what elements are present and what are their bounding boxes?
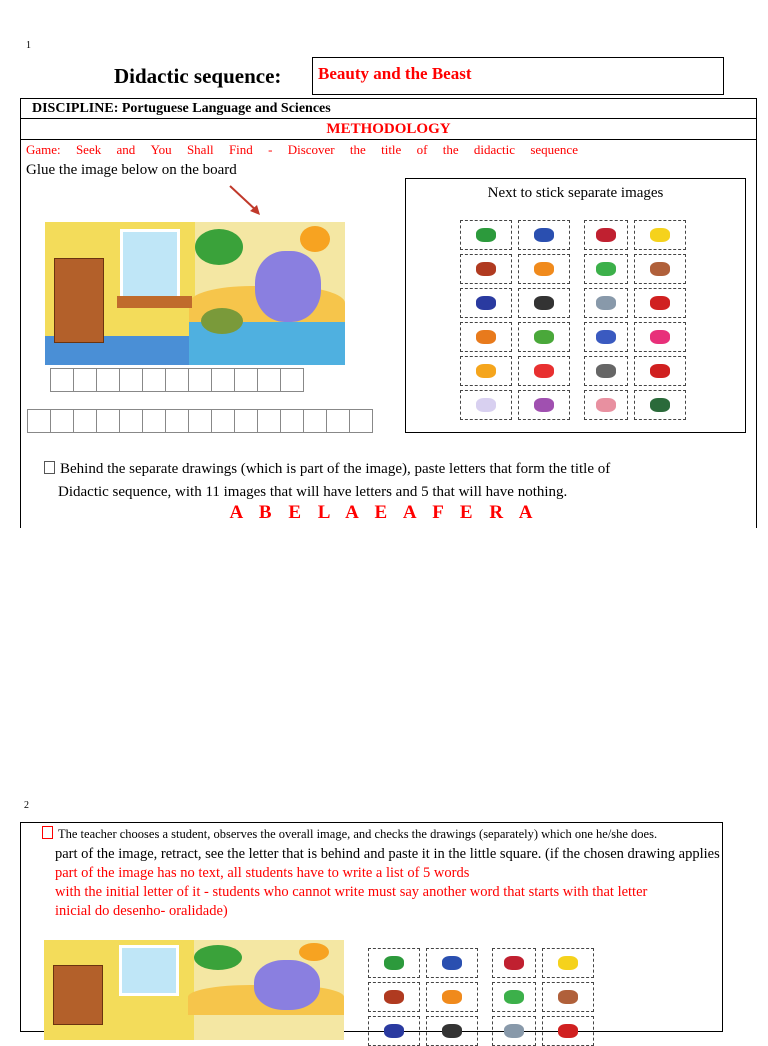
game-word: and	[116, 142, 136, 157]
letter-box[interactable]	[349, 409, 373, 433]
image-tile	[542, 1016, 594, 1046]
game-word: Seek	[75, 142, 102, 157]
ball-icon	[476, 228, 496, 242]
window-drawing	[120, 229, 180, 299]
image-tile	[634, 322, 686, 352]
game-word: the	[349, 142, 366, 157]
instruction	[44, 458, 610, 504]
game-word: Discover	[287, 142, 335, 157]
shelf-drawing	[54, 258, 104, 343]
page-heading: Didactic sequence:	[114, 64, 282, 88]
image-tile	[518, 356, 570, 386]
sun-drawing	[300, 226, 330, 252]
ball-icon	[384, 956, 404, 970]
page2-text	[55, 845, 720, 921]
turtle-drawing	[201, 308, 243, 334]
image-tile	[584, 390, 628, 420]
game-description	[26, 142, 578, 158]
bullet-icon	[44, 461, 55, 474]
bug-icon	[476, 262, 496, 276]
letter-box[interactable]	[257, 368, 281, 392]
tile-grid-2	[368, 948, 594, 1046]
image-tile	[368, 982, 420, 1012]
page2-line-5: inicial do desenho- oralidade)	[55, 903, 228, 919]
bird-icon	[384, 1024, 404, 1038]
letter-box[interactable]	[73, 409, 97, 433]
image-tile	[460, 356, 512, 386]
image-tile	[542, 948, 594, 978]
letter-box[interactable]	[280, 368, 304, 392]
letter-box[interactable]	[280, 409, 304, 433]
image-tile	[426, 1016, 478, 1046]
image-tile	[634, 254, 686, 284]
stool-icon	[558, 990, 578, 1004]
image-tile	[518, 220, 570, 250]
scene-illustration-2	[44, 940, 344, 1040]
letter-box[interactable]	[27, 409, 51, 433]
letter-box[interactable]	[50, 368, 74, 392]
page2-line-3: part of the image has no text, all students have to write a list of 5 words	[55, 865, 470, 881]
image-tile	[368, 1016, 420, 1046]
letter-box[interactable]	[50, 409, 74, 433]
game-word: Shall	[186, 142, 214, 157]
scorpion-icon	[534, 296, 554, 310]
letter-box[interactable]	[96, 409, 120, 433]
tile-grid	[460, 220, 686, 420]
game-word: You	[150, 142, 172, 157]
chameleon-icon	[504, 990, 524, 1004]
image-tile	[634, 390, 686, 420]
bullet-icon	[42, 826, 53, 839]
game-word: title	[381, 142, 402, 157]
letter-box[interactable]	[211, 409, 235, 433]
table-drawing	[117, 296, 192, 307]
dice-icon	[650, 228, 670, 242]
letter-box[interactable]	[119, 368, 143, 392]
star-flower-icon	[534, 364, 554, 378]
letter-box[interactable]	[211, 368, 235, 392]
fish-icon	[442, 990, 462, 1004]
picture-icon	[650, 398, 670, 412]
letter-box[interactable]	[234, 368, 258, 392]
cap-icon	[442, 956, 462, 970]
starfish-icon	[534, 398, 554, 412]
image-tile	[518, 254, 570, 284]
elephant-drawing	[255, 251, 321, 323]
image-tile	[368, 948, 420, 978]
page-number-2: 2	[24, 800, 29, 811]
answer-boxes-row-1	[50, 368, 303, 392]
phone-icon	[558, 1024, 578, 1038]
top-icon	[596, 330, 616, 344]
letter-box[interactable]	[142, 409, 166, 433]
game-word: Find	[228, 142, 253, 157]
car-icon	[596, 228, 616, 242]
answer-boxes-row-2	[27, 409, 372, 433]
image-tile	[460, 288, 512, 318]
image-tile	[584, 322, 628, 352]
page2-line-4: with the initial letter of it - students who cannot write must say another word that starts with that letter	[55, 884, 648, 900]
image-tile	[634, 288, 686, 318]
image-tile	[518, 322, 570, 352]
methodology-row: METHODOLOGY	[20, 119, 757, 140]
letter-box[interactable]	[303, 409, 327, 433]
image-tile	[584, 288, 628, 318]
instruction-line-1: Behind the separate drawings (which is part of the image), paste letters that form the title of	[60, 461, 611, 477]
book-icon	[504, 1024, 524, 1038]
image-tile	[584, 356, 628, 386]
cloud-icon	[476, 398, 496, 412]
lion-icon	[476, 330, 496, 344]
image-tile	[426, 982, 478, 1012]
doll-icon	[596, 398, 616, 412]
stool-icon	[650, 262, 670, 276]
phone-icon	[650, 296, 670, 310]
game-word: of	[416, 142, 428, 157]
image-tile	[460, 220, 512, 250]
palm-tree-drawing	[195, 229, 243, 265]
scorpion-icon	[442, 1024, 462, 1038]
game-word: Game:	[26, 142, 61, 157]
image-tile	[492, 1016, 536, 1046]
fish-icon	[534, 262, 554, 276]
dice-icon	[558, 956, 578, 970]
image-tile	[542, 982, 594, 1012]
bird-icon	[476, 296, 496, 310]
page2-line-1	[42, 825, 657, 843]
image-tile	[426, 948, 478, 978]
game-word: sequence	[530, 142, 578, 157]
bug-icon	[384, 990, 404, 1004]
chameleon-icon	[596, 262, 616, 276]
letter-box[interactable]	[165, 368, 189, 392]
dog-icon	[596, 364, 616, 378]
game-word: didactic	[473, 142, 516, 157]
title-letters: A B E L A E A F E R A	[229, 502, 539, 523]
image-tile	[518, 390, 570, 420]
image-tile	[634, 220, 686, 250]
scene-illustration	[45, 222, 345, 365]
image-tile	[492, 982, 536, 1012]
image-tile	[460, 322, 512, 352]
image-tile	[584, 254, 628, 284]
arrow-icon	[228, 184, 264, 218]
image-tile	[492, 948, 536, 978]
cap-icon	[534, 228, 554, 242]
letter-box[interactable]	[96, 368, 120, 392]
glue-instruction: Glue the image below on the board	[26, 162, 237, 178]
page-number: 1	[26, 40, 31, 51]
letter-box[interactable]	[119, 409, 143, 433]
letter-box[interactable]	[142, 368, 166, 392]
letter-box[interactable]	[188, 409, 212, 433]
car-icon	[504, 956, 524, 970]
letter-box[interactable]	[326, 409, 350, 433]
sun-icon	[476, 364, 496, 378]
ladybug-icon	[650, 364, 670, 378]
flower-icon	[650, 330, 670, 344]
letter-box[interactable]	[73, 368, 97, 392]
page2-line-1-text: The teacher chooses a student, observes the overall image, and checks the drawings (separately) which one he/she does.	[58, 827, 658, 841]
game-word: the	[442, 142, 459, 157]
instruction-line-2: Didactic sequence, with 11 images that will have letters and 5 that will have nothing.	[58, 484, 568, 500]
image-tile	[634, 356, 686, 386]
image-tile	[584, 220, 628, 250]
letter-box[interactable]	[188, 368, 212, 392]
snake-icon	[534, 330, 554, 344]
image-tile	[460, 390, 512, 420]
page2-line-2: part of the image, retract, see the letter that is behind and paste it in the little square. (if the chosen drawing applies	[55, 846, 720, 862]
discipline-row: DISCIPLINE: Portuguese Language and Sciences	[20, 98, 757, 119]
letter-box[interactable]	[234, 409, 258, 433]
game-word: -	[268, 142, 273, 157]
image-tile	[518, 288, 570, 318]
title-value-box: Beauty and the Beast	[312, 57, 724, 95]
letter-box[interactable]	[165, 409, 189, 433]
panel-title: Next to stick separate images	[487, 185, 664, 201]
book-icon	[596, 296, 616, 310]
image-tile	[460, 254, 512, 284]
letter-box[interactable]	[257, 409, 281, 433]
